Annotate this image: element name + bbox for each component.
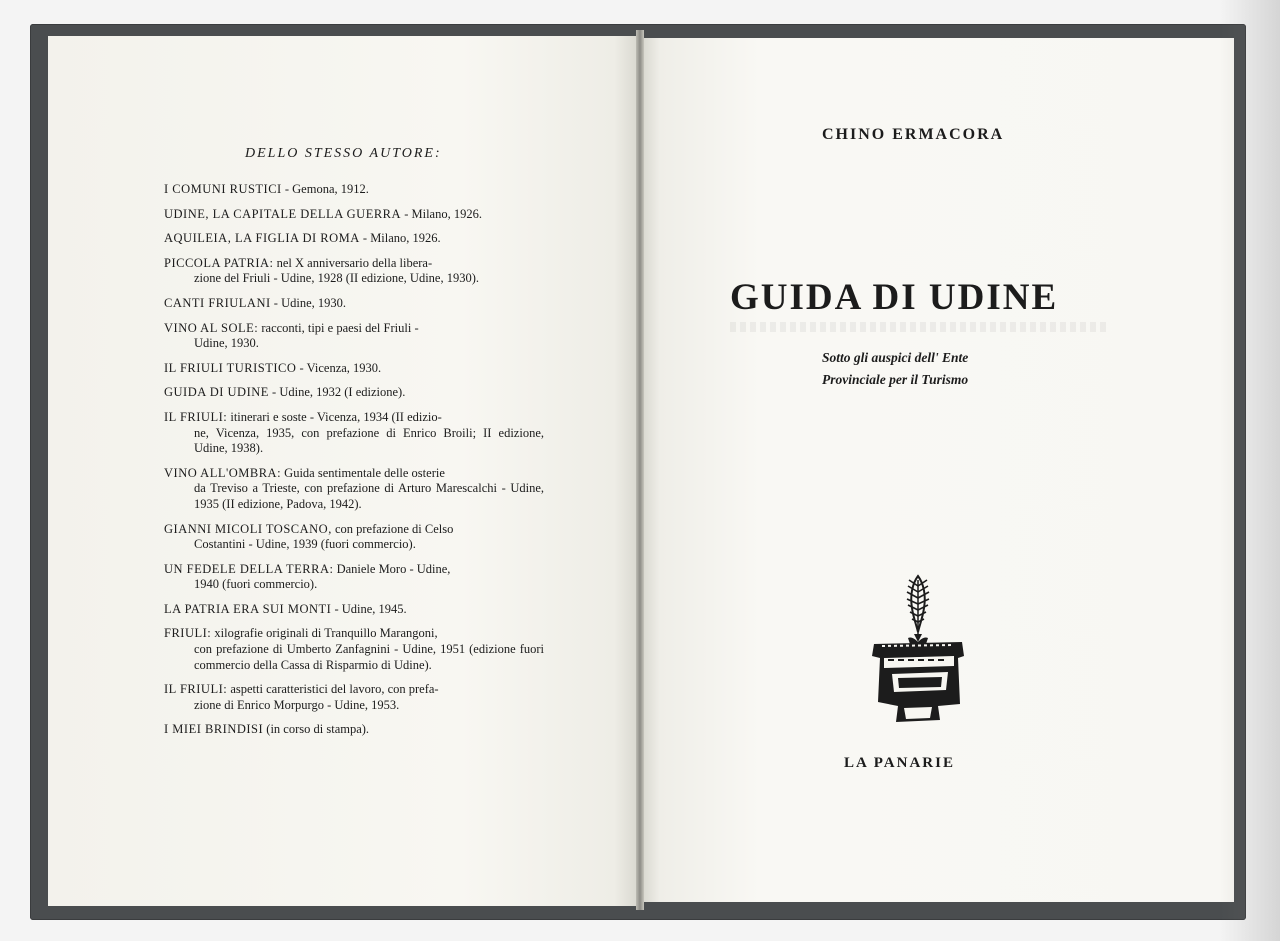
work-title: AQUILEIA, LA FIGLIA DI ROMA (164, 231, 360, 246)
work-details: - Milano, 1926. (359, 231, 441, 246)
work-title: UN FEDELE DELLA TERRA: (164, 561, 334, 576)
book-gutter (636, 30, 644, 910)
work-title: GIANNI MICOLI TOSCANO, (164, 521, 332, 536)
subtitle (822, 347, 968, 391)
work-title: UDINE, LA CAPITALE DELLA GUERRA (164, 206, 402, 221)
work-details: - Udine, 1932 (I edizione). (268, 385, 406, 400)
work-title: FRIULI: (164, 626, 212, 641)
work-details-continued: Costantini - Udine, 1939 (fuori commercio). (194, 537, 416, 552)
work-details-continued: ne, Vicenza, 1935, con prefazione di Enrico Broili; II edizione, Udine, 1938). (194, 425, 544, 456)
work-details-continued: con prefazione di Umberto Zanfagnini - Udine, 1951 (edizione fuori commercio della Cassa di Risparmio di Udine). (194, 642, 544, 672)
work-details: Daniele Moro - Udine, (333, 561, 451, 576)
work-title: GUIDA DI UDINE (164, 385, 269, 400)
work-details-continued: 1940 (fuori commercio). (194, 577, 318, 592)
work-title: I MIEI BRINDISI (164, 722, 264, 737)
work-details: (in corso di stampa). (263, 722, 370, 737)
work-details: aspetti caratteristici del lavoro, con prefa- (227, 682, 439, 697)
work-title: IL FRIULI: (164, 682, 228, 697)
work-entry (164, 522, 544, 553)
work-title: IL FRIULI: (164, 409, 228, 424)
work-details-continued: zione del Friuli - Udine, 1928 (II edizione, Udine, 1930). (194, 271, 479, 286)
work-title: IL FRIULI TURISTICO (164, 360, 297, 375)
work-entry (164, 410, 544, 457)
work-entry (164, 385, 544, 401)
subtitle-line-2: Provinciale per il Turismo (822, 372, 969, 387)
work-details: Guida sentimentale delle osterie (281, 465, 445, 480)
work-details-continued: zione di Enrico Morpurgo - Udine, 1953. (194, 697, 400, 712)
work-details: xilografie originali di Tranquillo Marangoni, (211, 626, 438, 641)
author-name: CHINO ERMACORA (822, 126, 1005, 143)
publisher-name: LA PANARIE (844, 755, 955, 771)
work-details-continued: Udine, 1930. (194, 336, 259, 351)
work-details: - Milano, 1926. (401, 206, 482, 221)
work-details: itinerari e soste - Vicenza, 1934 (II edizio- (227, 409, 442, 424)
other-works-heading: DELLO STESSO AUTORE: (245, 146, 442, 161)
work-details: racconti, tipi e paesi del Friuli - (258, 320, 419, 335)
work-entry (164, 207, 544, 223)
basket-with-wheat-icon (868, 572, 968, 732)
right-page (642, 38, 1234, 902)
work-entry (164, 626, 544, 673)
work-details: - Udine, 1945. (331, 601, 407, 616)
other-works-list (164, 182, 544, 747)
book-title: GUIDA DI UDINE (730, 277, 1059, 318)
show-through-text (730, 322, 1110, 332)
work-details: - Udine, 1930. (270, 295, 346, 310)
work-title: PICCOLA PATRIA: (164, 255, 274, 270)
work-title: VINO ALL'OMBRA: (164, 465, 282, 480)
work-entry (164, 231, 544, 247)
work-entry (164, 466, 544, 513)
work-details: nel X anniversario della libera- (273, 255, 433, 270)
work-title: LA PATRIA ERA SUI MONTI (164, 601, 332, 616)
scan-shadow (1220, 0, 1280, 941)
work-entry (164, 182, 544, 198)
subtitle-line-1: Sotto gli auspici dell' Ente (822, 350, 969, 365)
work-title: I COMUNI RUSTICI (164, 182, 282, 196)
work-title: VINO AL SOLE: (164, 320, 259, 335)
work-title: CANTI FRIULANI (164, 295, 271, 310)
work-details-continued: da Treviso a Trieste, con prefazione di Arturo Marescalchi - Udine, 1935 (II edizione, Padova, 1942). (194, 481, 544, 511)
work-entry (164, 321, 544, 352)
work-entry (164, 562, 544, 593)
work-entry (164, 361, 544, 377)
work-entry (164, 682, 544, 713)
work-entry (164, 296, 544, 312)
work-entry (164, 722, 544, 738)
work-entry (164, 602, 544, 618)
work-details: - Gemona, 1912. (281, 182, 369, 196)
work-entry (164, 256, 544, 287)
work-details: con prefazione di Celso (331, 521, 454, 536)
work-details: - Vicenza, 1930. (296, 360, 382, 375)
